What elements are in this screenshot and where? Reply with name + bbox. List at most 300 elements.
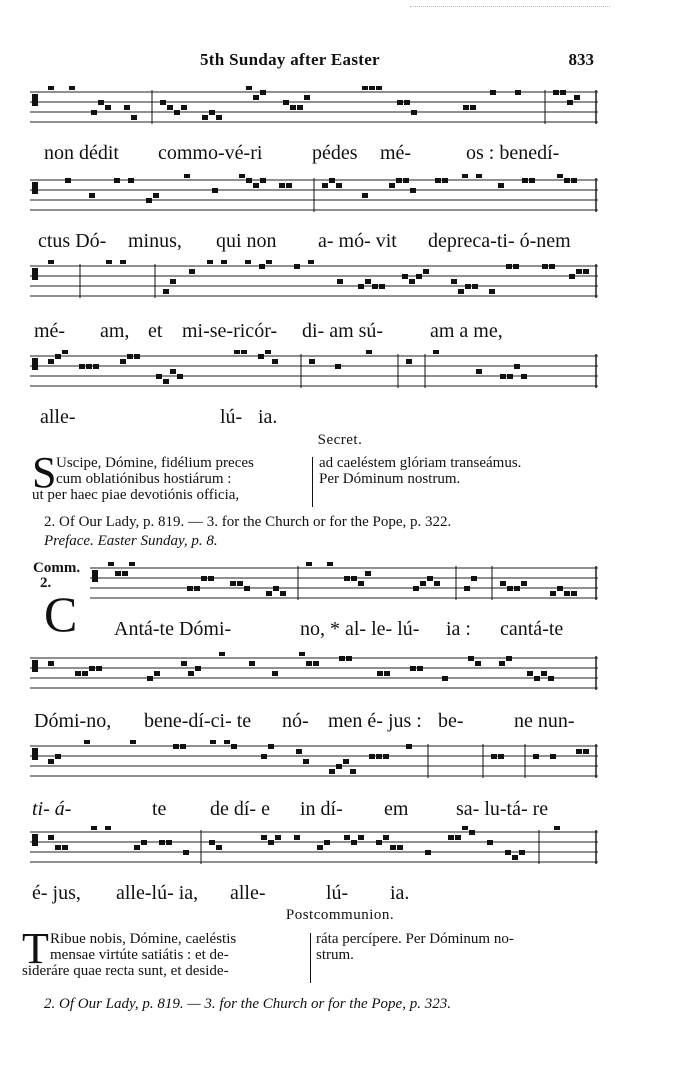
lyric: ti- á- — [32, 798, 72, 820]
neume — [120, 359, 126, 364]
neume — [79, 364, 85, 369]
neume — [470, 105, 476, 110]
chant-staff-7 — [30, 740, 598, 784]
lyric: am, — [100, 320, 130, 342]
neume — [560, 90, 566, 95]
neume — [130, 740, 136, 744]
neume — [296, 749, 302, 754]
neume — [48, 835, 54, 840]
neume — [308, 260, 314, 264]
postcommunion-heading: Postcommunion. — [285, 907, 395, 923]
lyric: ia. — [390, 882, 410, 904]
neume — [124, 105, 130, 110]
neume — [122, 571, 128, 576]
neume — [390, 845, 396, 850]
neume — [231, 744, 237, 749]
lyric: mi-se-ricór- — [182, 320, 278, 342]
neume — [153, 193, 159, 198]
lyric: ia : — [446, 618, 471, 640]
lyric: em — [384, 798, 409, 820]
prayer-line: ad caeléstem glóriam transeámus. — [319, 455, 522, 471]
neume — [299, 652, 305, 656]
top-edge-mark — [410, 6, 610, 7]
neume — [416, 274, 422, 279]
neume — [272, 671, 278, 676]
prayer-line: Uscipe, Dómine, fidélium preces — [56, 455, 254, 471]
neume — [358, 581, 364, 586]
communion-mode: 2. — [40, 575, 52, 591]
neume — [249, 661, 255, 666]
neume — [569, 274, 575, 279]
neume — [350, 769, 356, 774]
neume — [91, 826, 97, 830]
lyric: men é- jus : — [328, 710, 422, 732]
clef-mark — [32, 358, 38, 370]
neume — [75, 671, 81, 676]
chant-staff-1-notation — [30, 86, 598, 130]
neume — [462, 174, 468, 178]
neume — [344, 835, 350, 840]
neume — [499, 661, 505, 666]
neume — [253, 183, 259, 188]
neume — [317, 845, 323, 850]
rubric-line-2 — [44, 533, 218, 550]
neume — [571, 591, 577, 596]
neume — [98, 100, 104, 105]
lyric: commo-vé-ri — [158, 142, 263, 164]
clef-mark — [32, 182, 38, 194]
neume — [322, 183, 328, 188]
neume — [427, 576, 433, 581]
column-divider — [312, 457, 313, 507]
neume — [527, 671, 533, 676]
neume — [146, 198, 152, 203]
neume — [304, 95, 310, 100]
neume — [173, 744, 179, 749]
neume — [362, 86, 368, 90]
prayer-line: mensae virtúte satiátis : et de- — [50, 947, 229, 963]
neume — [194, 586, 200, 591]
neume — [574, 95, 580, 100]
neume — [160, 100, 166, 105]
neume — [472, 284, 478, 289]
neume — [237, 581, 243, 586]
chant-staff-2 — [30, 174, 598, 218]
neume — [336, 764, 342, 769]
neume — [358, 835, 364, 840]
chant-lyrics-3 — [30, 320, 600, 346]
neume — [469, 830, 475, 835]
neume — [410, 188, 416, 193]
lyric: alle- — [40, 406, 76, 428]
neume — [283, 100, 289, 105]
neume — [93, 364, 99, 369]
neume — [576, 749, 582, 754]
neume — [209, 110, 215, 115]
neume — [533, 754, 539, 759]
neume — [498, 754, 504, 759]
neume — [166, 840, 172, 845]
neume — [337, 279, 343, 284]
neume — [62, 845, 68, 850]
chant-staff-5 — [90, 562, 598, 606]
neume — [174, 110, 180, 115]
neume — [498, 183, 504, 188]
neume — [224, 740, 230, 744]
neume — [239, 174, 245, 178]
lyric: et — [148, 320, 163, 342]
neume — [576, 269, 582, 274]
neume — [48, 759, 54, 764]
neume — [89, 666, 95, 671]
neume — [115, 571, 121, 576]
secret-prayer — [32, 448, 598, 507]
neume — [442, 676, 448, 681]
neume — [344, 576, 350, 581]
chant-staff-4-notation — [30, 350, 598, 394]
neume — [195, 666, 201, 671]
neume — [170, 279, 176, 284]
chant-staff-4 — [30, 350, 598, 394]
neume — [396, 178, 402, 183]
neume — [557, 174, 563, 178]
clef-mark — [32, 748, 38, 760]
neume — [246, 86, 252, 90]
neume — [201, 576, 207, 581]
rubric-text: 2. Of Our Lady, p. 819. — 3. for the Church or for the Pope, p. 323. — [44, 996, 451, 1012]
rubric-text: Preface. Easter Sunday, p. 8. — [44, 533, 218, 549]
neume — [521, 581, 527, 586]
rubric-line-3 — [44, 996, 451, 1013]
neume — [156, 374, 162, 379]
chant-staff-2-notation — [30, 174, 598, 218]
neume — [202, 115, 208, 120]
prayer-line: cum oblatiónibus hostiárum : — [56, 471, 232, 487]
neume — [294, 264, 300, 269]
lyric: minus, — [128, 230, 182, 252]
neume — [451, 279, 457, 284]
neume — [409, 279, 415, 284]
lyric: depreca-ti- ó-nem — [428, 230, 571, 252]
chant-staff-1 — [30, 86, 598, 130]
lyric: in dí- — [300, 798, 343, 820]
neume — [241, 350, 247, 354]
neume — [435, 178, 441, 183]
neume — [514, 586, 520, 591]
neume — [500, 581, 506, 586]
neume — [389, 183, 395, 188]
neume — [358, 284, 364, 289]
neume — [275, 835, 281, 840]
neume — [351, 840, 357, 845]
neume — [306, 661, 312, 666]
neume — [462, 826, 468, 830]
lyric: qui non — [216, 230, 277, 252]
neume — [366, 350, 372, 354]
neume — [553, 90, 559, 95]
lyric: é- jus, — [32, 882, 81, 904]
chant-lyrics-4 — [30, 406, 600, 432]
neume — [183, 850, 189, 855]
secret-heading: Secret. — [317, 432, 363, 448]
clef-mark — [32, 834, 38, 846]
neume — [404, 100, 410, 105]
neume — [376, 754, 382, 759]
neume — [129, 562, 135, 566]
neume — [507, 586, 513, 591]
neume — [290, 105, 296, 110]
neume — [489, 289, 495, 294]
lyric: Antá-te Dómi- — [114, 618, 232, 640]
neume — [505, 850, 511, 855]
neume — [128, 178, 134, 183]
lyric: sa- lu-tá- re — [456, 798, 549, 820]
neume — [564, 178, 570, 183]
neume — [564, 591, 570, 596]
lyric: lú- — [326, 882, 349, 904]
rubric-text: 2. Of Our Lady, p. 819. — 3. for the Church or for the Pope, p. 322. — [44, 514, 452, 530]
neume — [425, 850, 431, 855]
neume — [210, 740, 216, 744]
neume — [244, 586, 250, 591]
neume — [433, 350, 439, 354]
neume — [512, 855, 518, 860]
neume — [297, 105, 303, 110]
neume — [465, 284, 471, 289]
neume — [550, 754, 556, 759]
neume — [529, 178, 535, 183]
neume — [177, 374, 183, 379]
neume — [468, 656, 474, 661]
neume — [230, 581, 236, 586]
neume — [86, 364, 92, 369]
neume — [181, 105, 187, 110]
neume — [114, 178, 120, 183]
neume — [571, 178, 577, 183]
lyric: Dómi-no, — [34, 710, 112, 732]
lyric: pédes — [312, 142, 358, 164]
lyric: non dédit — [44, 142, 119, 164]
neume — [48, 86, 54, 90]
neume — [513, 264, 519, 269]
neume — [464, 586, 470, 591]
neume — [522, 178, 528, 183]
neume — [134, 845, 140, 850]
neume — [417, 666, 423, 671]
neume — [365, 279, 371, 284]
lyric: os : benedí- — [466, 142, 560, 164]
neume — [534, 676, 540, 681]
column-divider — [310, 933, 311, 983]
neume — [154, 671, 160, 676]
neume — [475, 661, 481, 666]
neume — [309, 359, 315, 364]
neume — [506, 264, 512, 269]
neume — [351, 576, 357, 581]
neume — [84, 740, 90, 744]
prayer-line: strum. — [316, 947, 354, 963]
neume — [189, 269, 195, 274]
neume — [402, 274, 408, 279]
neume — [261, 835, 267, 840]
neume — [476, 174, 482, 178]
prayer-line: ráta percípere. Per Dóminum no- — [316, 931, 514, 947]
prayer-line: Ribue nobis, Dómine, caeléstis — [50, 931, 237, 947]
communion-label: Comm. — [33, 560, 81, 576]
neume — [339, 656, 345, 661]
neume — [335, 364, 341, 369]
neume — [379, 284, 385, 289]
neume — [134, 354, 140, 359]
neume — [65, 178, 71, 183]
chant-staff-6-notation — [30, 652, 598, 696]
neume — [181, 661, 187, 666]
chant-staff-6 — [30, 652, 598, 696]
neume — [208, 576, 214, 581]
chant-lyrics-2 — [30, 230, 600, 256]
neume — [253, 95, 259, 100]
chant-lyrics-6 — [30, 710, 600, 736]
neume — [246, 178, 252, 183]
neume — [324, 840, 330, 845]
neume — [369, 754, 375, 759]
neume — [329, 178, 335, 183]
lyric: lú- — [220, 406, 243, 428]
neume — [490, 90, 496, 95]
neume — [147, 676, 153, 681]
lyric: alle-lú- ia, — [116, 882, 199, 904]
lyric: mé- — [34, 320, 66, 342]
neume — [163, 379, 169, 384]
page-number: 833 — [568, 50, 594, 69]
chant-staff-7-notation — [30, 740, 598, 784]
neume — [403, 178, 409, 183]
neume — [420, 581, 426, 586]
neume — [567, 100, 573, 105]
neume — [188, 671, 194, 676]
neume — [216, 845, 222, 850]
lyric: nó- — [282, 710, 309, 732]
neume — [306, 562, 312, 566]
neume — [372, 284, 378, 289]
lyric: di- am sú- — [302, 320, 384, 342]
neume — [506, 656, 512, 661]
neume — [329, 769, 335, 774]
neume — [458, 289, 464, 294]
neume — [180, 744, 186, 749]
lyric: alle- — [230, 882, 266, 904]
neume — [108, 562, 114, 566]
lyric: te — [152, 798, 167, 820]
neume — [336, 183, 342, 188]
neume — [48, 260, 54, 264]
neume — [280, 591, 286, 596]
neume — [471, 576, 477, 581]
neume — [272, 359, 278, 364]
neume — [55, 354, 61, 359]
neume — [141, 840, 147, 845]
prayer-line: sideráre quae recta sunt, et deside- — [22, 963, 229, 979]
neume — [410, 666, 416, 671]
neume — [286, 183, 292, 188]
neume — [550, 591, 556, 596]
neume — [48, 359, 54, 364]
lyric: cantá-te — [500, 618, 564, 640]
neume — [170, 369, 176, 374]
postcommunion-initial: T — [22, 924, 49, 973]
neume — [89, 193, 95, 198]
prayer-line: Per Dóminum nostrum. — [319, 471, 461, 487]
neume — [383, 835, 389, 840]
neume — [55, 845, 61, 850]
neume — [234, 350, 240, 354]
neume — [265, 350, 271, 354]
neume — [209, 840, 215, 845]
lyric: bene-dí-ci- te — [144, 710, 252, 732]
neume — [167, 105, 173, 110]
neume — [82, 671, 88, 676]
chant-staff-8 — [30, 826, 598, 870]
neume — [377, 671, 383, 676]
neume — [131, 115, 137, 120]
chant-staff-5-notation — [90, 562, 598, 606]
neume — [476, 369, 482, 374]
neume — [327, 562, 333, 566]
neume — [383, 754, 389, 759]
communion-initial: C — [44, 586, 78, 642]
neume — [163, 289, 169, 294]
chant-staff-3-notation — [30, 260, 598, 304]
neume — [554, 826, 560, 830]
neume — [519, 850, 525, 855]
lyric: de dí- e — [210, 798, 270, 820]
neume — [384, 671, 390, 676]
neume — [212, 188, 218, 193]
neume — [268, 840, 274, 845]
neume — [219, 652, 225, 656]
clef-mark — [32, 94, 38, 106]
neume — [268, 744, 274, 749]
neume — [105, 826, 111, 830]
neume — [548, 676, 554, 681]
lyric: ia. — [258, 406, 278, 428]
neume — [55, 754, 61, 759]
neume — [279, 183, 285, 188]
chant-lyrics-1 — [30, 142, 600, 168]
neume — [48, 661, 54, 666]
chant-staff-8-notation — [30, 826, 598, 870]
lyric: am a me, — [430, 320, 503, 342]
chant-staff-3 — [30, 260, 598, 304]
neume — [491, 754, 497, 759]
neume — [369, 86, 375, 90]
neume — [487, 840, 493, 845]
neume — [106, 260, 112, 264]
chant-lyrics-7 — [30, 798, 600, 824]
neume — [207, 260, 213, 264]
neume — [397, 845, 403, 850]
neume — [541, 671, 547, 676]
neume — [448, 835, 454, 840]
neume — [303, 759, 309, 764]
neume — [105, 105, 111, 110]
lyric: ne nun- — [514, 710, 575, 732]
neume — [216, 115, 222, 120]
neume — [521, 374, 527, 379]
neume — [397, 100, 403, 105]
neume — [187, 586, 193, 591]
neume — [245, 260, 251, 264]
